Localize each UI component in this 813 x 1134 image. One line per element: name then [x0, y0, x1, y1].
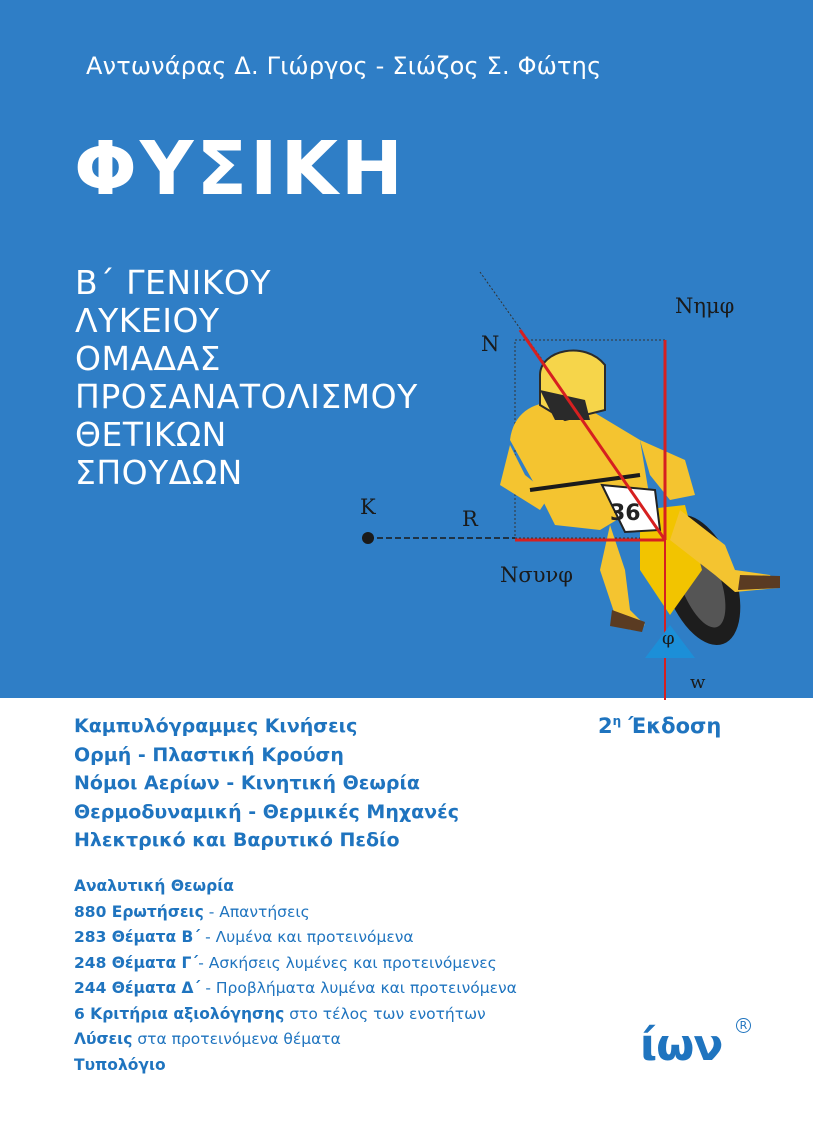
- contents-item-bold: Αναλυτική Θεωρία: [74, 877, 234, 895]
- subtitle-line: ΠΡΟΣΑΝΑΤΟΛΙΣΜΟΥ: [75, 377, 418, 416]
- motorcycle-physics-figure: [340, 270, 813, 700]
- publisher-logo: ίων: [640, 1020, 723, 1071]
- contents-item-bold: Λύσεις: [74, 1030, 133, 1048]
- contents-item-rest: - Λυμένα και προτεινόμενα: [200, 928, 414, 946]
- edition-text: Έκδοση: [621, 714, 722, 738]
- contents-list: [74, 874, 517, 1078]
- label-k: K: [360, 495, 376, 519]
- book-title: ΦΥΣΙΚΗ: [74, 126, 406, 212]
- contents-item-rest: - Ασκήσεις λυμένες και προτεινόμενες: [198, 953, 497, 972]
- cover-bottom-panel: [0, 698, 813, 1134]
- label-n-synf: Νσυνφ: [500, 563, 573, 587]
- contents-item-bold: 283 Θέματα Β΄: [74, 928, 201, 946]
- topic-item: Νόμοι Αερίων - Κινητική Θεωρία: [74, 772, 420, 794]
- contents-item-bold: 6 Κριτήρια αξιολόγησης: [74, 1004, 285, 1023]
- label-w: w: [690, 672, 706, 693]
- topic-item: Ηλεκτρικό και Βαρυτικό Πεδίο: [74, 829, 400, 851]
- edition-superscript: η: [612, 714, 622, 728]
- subtitle-line: ΟΜΑΔΑΣ: [75, 339, 222, 378]
- contents-item-bold: 244 Θέματα Δ΄: [74, 979, 201, 997]
- label-r: R: [462, 507, 478, 531]
- registered-mark-icon: R: [736, 1018, 751, 1033]
- subtitle-line: ΛΥΚΕΙΟΥ: [75, 301, 220, 340]
- contents-item-bold: 248 Θέματα Γ΄: [74, 953, 199, 972]
- subtitle-line: ΣΠΟΥΔΩΝ: [75, 453, 243, 492]
- contents-item-bold: 880 Ερωτήσεις: [74, 902, 204, 921]
- subtitle-line: Β΄ ΓΕΝΙΚΟΥ: [75, 263, 272, 302]
- contents-item: [74, 976, 517, 1002]
- label-phi: φ: [662, 628, 675, 649]
- topic-item: Ορμή - Πλαστική Κρούση: [74, 743, 344, 766]
- topic-item: Θερμοδυναμική - Θερμικές Μηχανές: [74, 800, 459, 823]
- authors: Αντωνάρας Δ. Γιώργος - Σιώζος Σ. Φώτης: [86, 52, 602, 80]
- contents-item: [74, 874, 517, 900]
- contents-item: [74, 1053, 517, 1079]
- contents-item-rest: στα προτεινόμενα θέματα: [132, 1030, 341, 1048]
- contents-item-rest: στο τέλος των ενοτήτων: [284, 1004, 486, 1023]
- contents-item: [74, 900, 517, 926]
- force-diagram-illustration: [340, 270, 813, 700]
- label-n-imf: Νημφ: [675, 294, 735, 318]
- contents-item: [74, 925, 517, 951]
- edition-label: [598, 714, 721, 738]
- topic-item: Καμπυλόγραμμες Κινήσεις: [74, 715, 358, 737]
- label-n: N: [481, 332, 500, 356]
- contents-item: [74, 1027, 517, 1053]
- bib-number: 36: [610, 501, 641, 526]
- contents-item-bold: Τυπολόγιο: [74, 1055, 166, 1074]
- contents-item: [74, 951, 517, 977]
- contents-item: [74, 1002, 517, 1028]
- contents-item-rest: - Απαντήσεις: [203, 902, 310, 921]
- topics-list: [74, 712, 459, 855]
- subtitle-line: ΘΕΤΙΚΩΝ: [75, 415, 227, 454]
- contents-item-rest: - Προβλήματα λυμένα και προτεινόμενα: [200, 979, 517, 997]
- edition-number: 2: [598, 714, 613, 738]
